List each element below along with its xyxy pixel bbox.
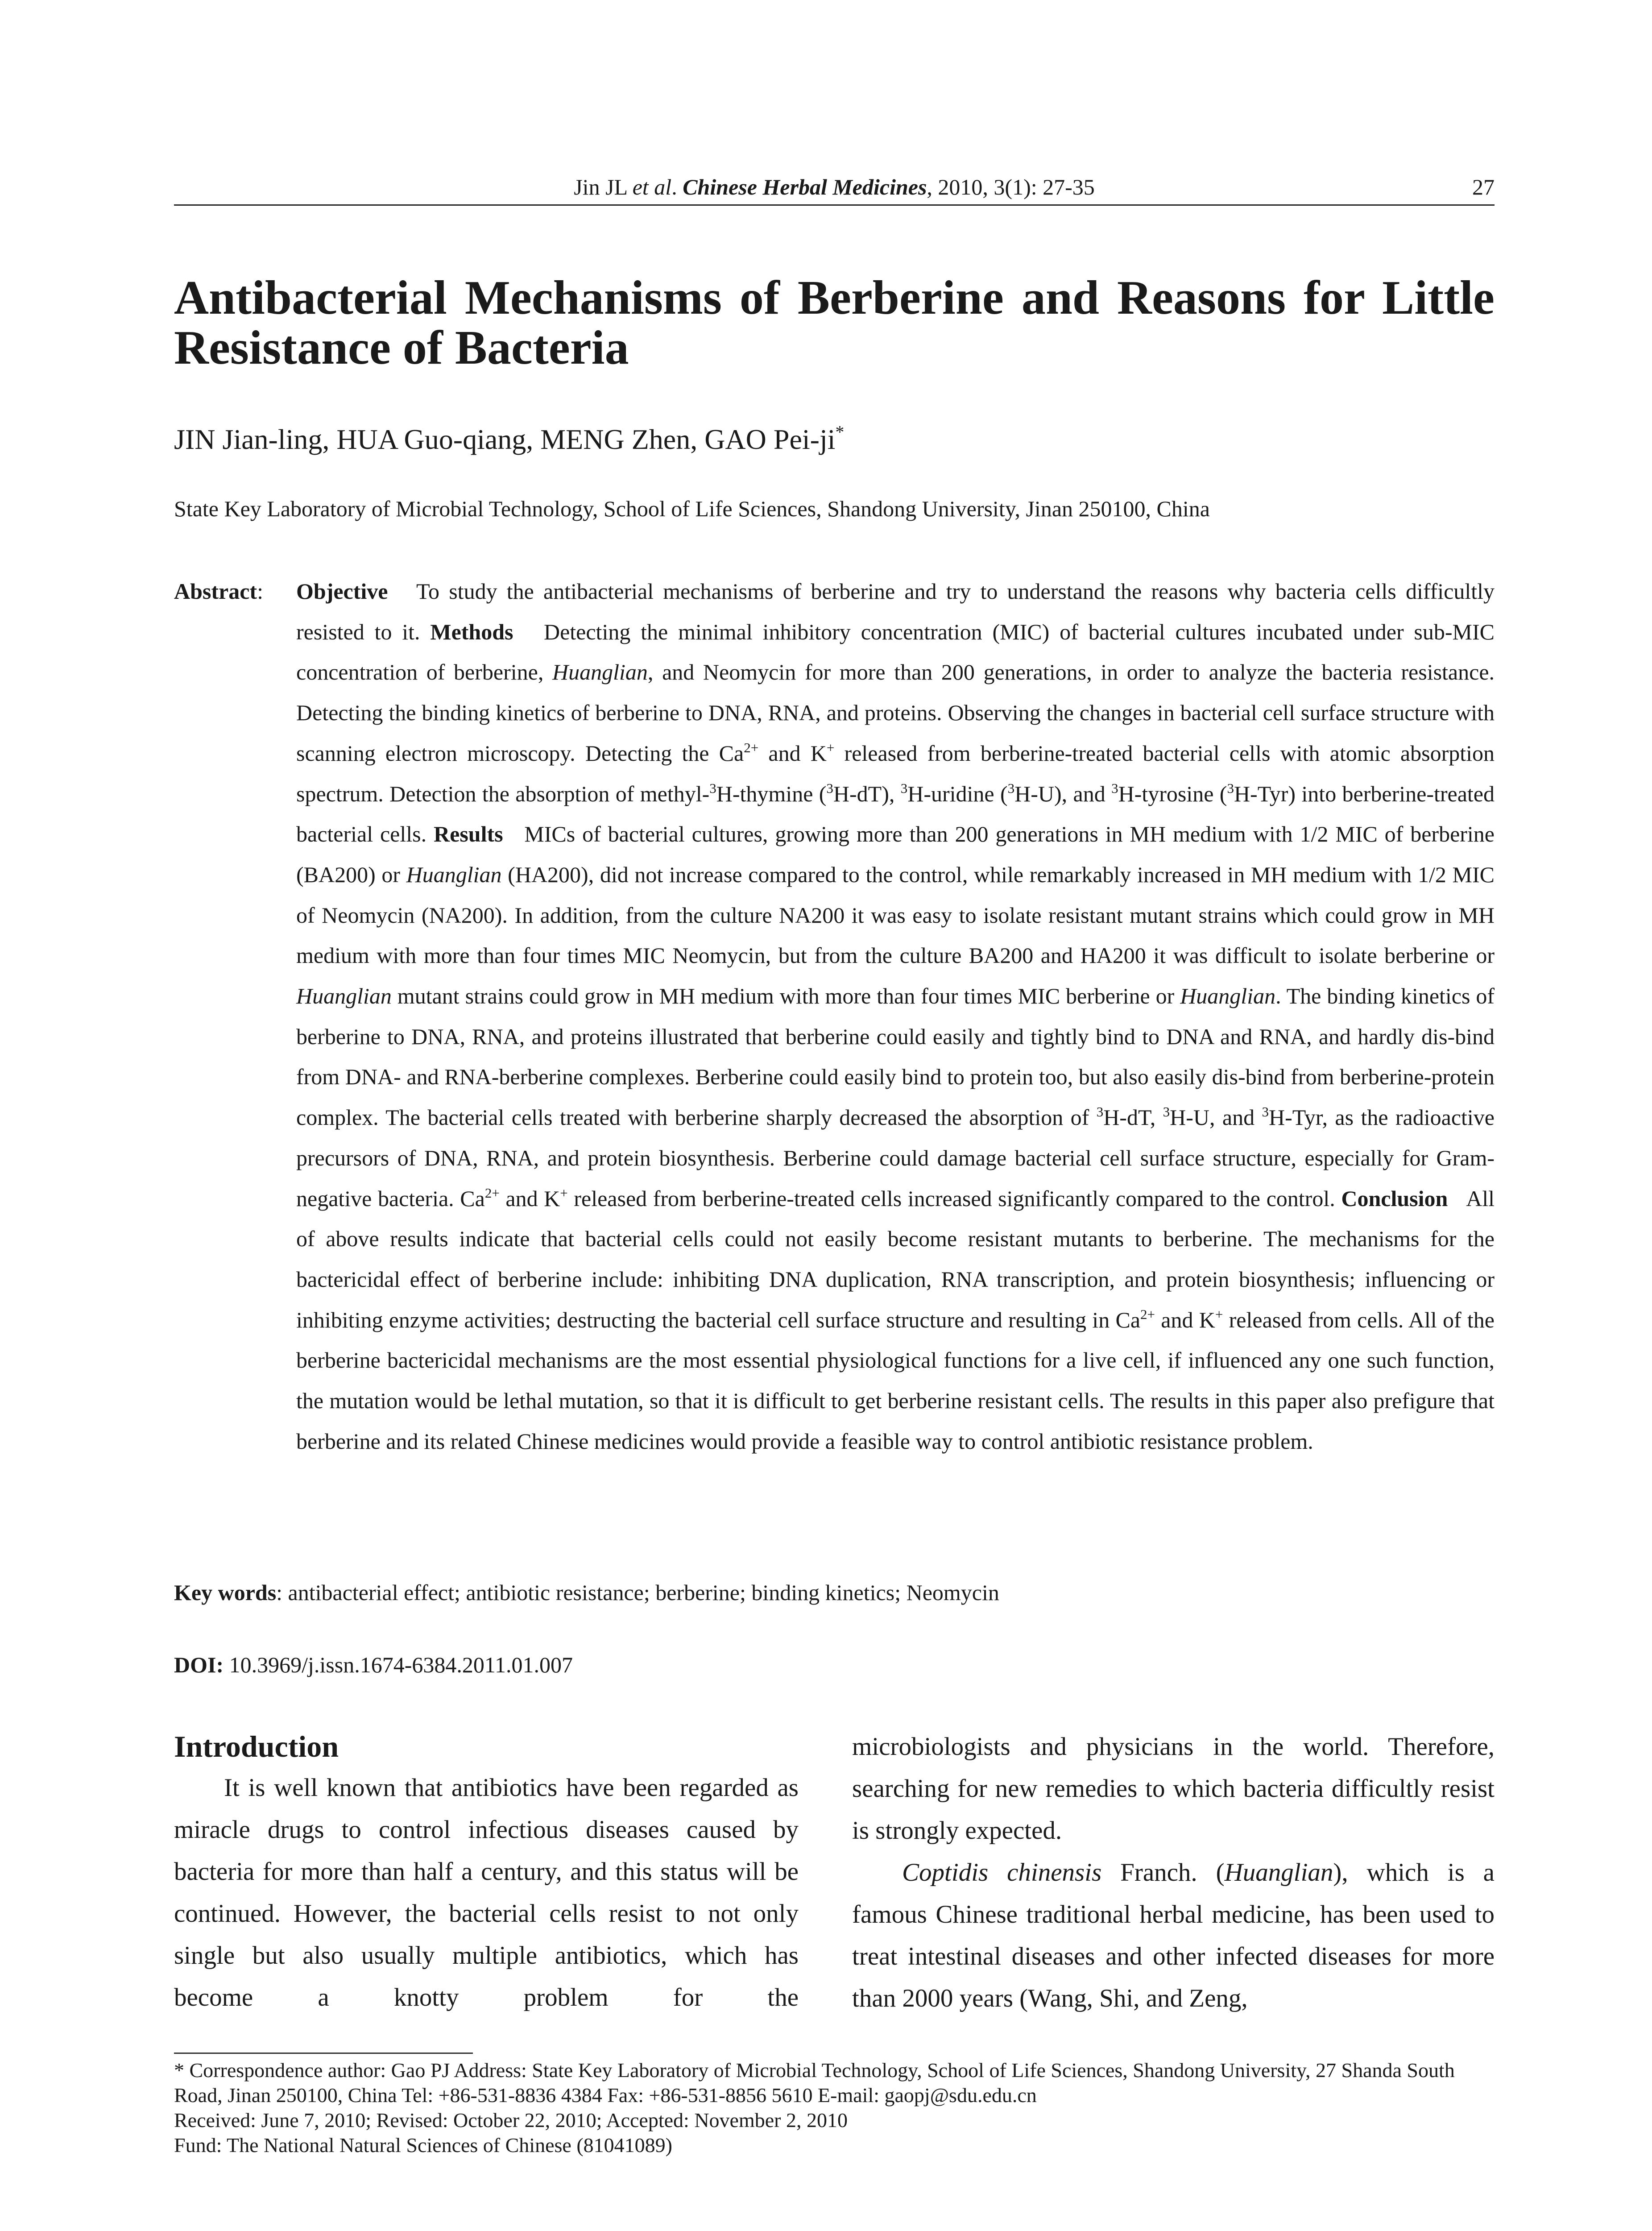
column-left bbox=[174, 1726, 799, 2019]
doi-value: 10.3969/j.issn.1674-6384.2011.01.007 bbox=[224, 1652, 573, 1677]
dates-note: Received: June 7, 2010; Revised: October 22, 2010; Accepted: November 2, 2010 bbox=[174, 2109, 848, 2131]
intro-paragraph-1: It is well known that antibiotics have been regarded as miracle drugs to control infectious diseases caused by bacteria for more than half a century, and this status will be continued. However, the bacterial cells resist to not only single but also usually multiple antibiotics, which has become a knotty problem for the bbox=[174, 1774, 799, 2011]
column-right bbox=[852, 1726, 1495, 2020]
methods-label: Methods bbox=[430, 619, 513, 644]
intro-paragraph-2: Coptidis chinensis Franch. (Huanglian), which is a famous Chinese traditional herbal medicine, has been used to treat intestinal diseases and other infected diseases for more than 2000 years (Wang, Shi, and Zeng, bbox=[852, 1858, 1495, 2012]
author-list: JIN Jian-ling, HUA Guo-qiang, MENG Zhen, GAO Pei-ji* bbox=[174, 422, 845, 455]
abstract-body: Objective To study the antibacterial mechanisms of berberine and try to understand the reasons why bacteria cells difficultly resisted to it. Methods Detecting the minimal inhibitory concentration (MIC) of bacterial cultures incubated under sub-MIC concentration of berberine, Huanglian, and Neomycin for more than 200 generations, in order to analyze the bacteria resistance. Detecting the binding kinetics of berberine to DNA, RNA, and proteins. Observing the changes in bacterial cell surface structure with scanning electron microscopy. Detecting the $Ca^{2+}$ and K+ released from berberine-treated bacterial cells with atomic absorption spectrum. Detection the absorption of methyl-$^3$H-thymine ($^3$H-dT), $^3$H-uridine ($^3$H-U), and $^3$H-tyrosine ($^3$H-Tyr) into berberine-treated bacterial cells. Results MICs of bacterial cultures, growing more than 200 generations in MH medium with 1/2 MIC of berberine (BA200) or Huanglian (HA200), did not increase compared to the control, while remarkably increased in MH medium with 1/2 MIC of Neomycin (NA200). In addition, from the culture NA200 it was easy to isolate resistant mutant strains which could grow in MH medium with more than four times MIC Neomycin, but from the culture BA200 and HA200 it was difficult to isolate berberine or Huanglian mutant strains could grow in MH medium with more than four times MIC berberine or Huanglian. The binding kinetics of berberine to DNA, RNA, and proteins illustrated that berberine could easily and tightly bind to DNA and RNA, and hardly dis-bind from DNA- and RNA-berberine complexes. Berberine could easily bind to protein too, but also easily dis-bind from berberine-protein complex. The bacterial cells treated with berberine sharply decreased the absorption of $^3$H-dT, $^3$H-U, and $^3$H-Tyr, as the radioactive precursors of DNA, RNA, and protein biosynthesis. Berberine could damage bacterial cell surface structure, especially for Gram-negative bacteria. $Ca^{2+}$ and K+ released from berberine-treated cells increased significantly compared to the control. Conclusion All of above results indicate that bacterial cells could not easily become resistant mutants to berberine. The mechanisms for the bactericidal effect of berberine include: inhibiting DNA duplication, RNA transcription, and protein biosynthesis; influencing or inhibiting enzyme activities; destructing the bacterial cell surface structure and resulting in $Ca^{2+}$ and K+ released from cells. All of the berberine bactericidal mechanisms are the most essential physiological functions for a live cell, if influenced any one such function, the mutation would be lethal mutation, so that it is difficult to get berberine resistant cells. The results in this paper also prefigure that berberine and its related Chinese medicines would provide a feasible way to control antibiotic resistance problem. bbox=[296, 579, 1495, 1454]
keywords-label: Key words bbox=[174, 1580, 277, 1605]
conclusion-label: Conclusion bbox=[1341, 1186, 1448, 1211]
doi-label: DOI: bbox=[174, 1652, 224, 1677]
footnotes bbox=[174, 2058, 1495, 2158]
corresponding-author-mark: * bbox=[835, 422, 845, 442]
keywords: Key words: antibacterial effect; antibiotic resistance; berberine; binding kinetics; Neomycin bbox=[174, 1580, 999, 1605]
section-heading-introduction: Introduction bbox=[174, 1729, 339, 1763]
fund-note: Fund: The National Natural Sciences of Chinese (81041089) bbox=[174, 2134, 672, 2156]
running-head-citation: Jin JL et al. Chinese Herbal Medicines, 2010, 3(1): 27-35 bbox=[574, 174, 1095, 199]
doi bbox=[174, 1650, 1495, 1679]
affiliation: State Key Laboratory of Microbial Technology, School of Life Sciences, Shandong University, Jinan 250100, China bbox=[174, 496, 1210, 521]
objective-label: Objective bbox=[296, 579, 388, 604]
results-label: Results bbox=[434, 821, 503, 847]
intro-paragraph-1-continued: microbiologists and physicians in the world. Therefore, searching for new remedies to which bacteria difficultly resist is strongly expected. bbox=[852, 1733, 1495, 1845]
footnote-rule bbox=[174, 2053, 473, 2054]
running-head bbox=[174, 173, 1495, 201]
article-title: Antibacterial Mechanisms of Berberine and Reasons for Little Resistance of Bacteria bbox=[174, 271, 1495, 374]
page-number: 27 bbox=[1472, 174, 1495, 199]
header-rule bbox=[174, 204, 1495, 206]
abstract-label: Abstract: bbox=[174, 579, 263, 604]
correspondence-note: * Correspondence author: Gao PJ Address: State Key Laboratory of Microbial Technology, School of Life Sciences, Shandong University, 27 Shanda South Road, Jinan 250100, China Tel: +86-531-8836 4384 Fax: +86-531-8856 5610 E-mail: gaopj@sdu.edu.cn bbox=[174, 2059, 1455, 2107]
